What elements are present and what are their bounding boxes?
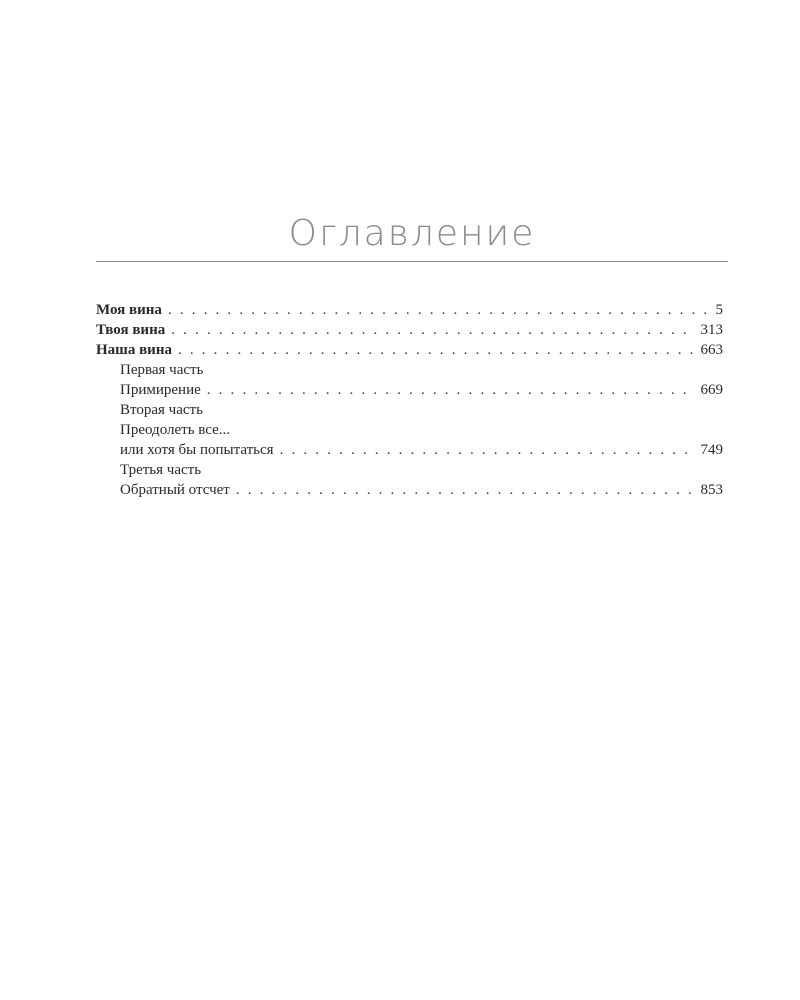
toc-entry-label: Первая часть <box>120 362 204 378</box>
toc-entry-label: Примирение <box>120 382 201 398</box>
page-title: Оглавление <box>288 213 536 254</box>
toc-entry-tvoya-vina <box>96 320 723 340</box>
title-divider <box>96 261 728 262</box>
toc-entry-part-two <box>96 400 723 420</box>
toc-entry-label: Моя вина <box>96 302 162 318</box>
toc-entry-label: или хотя бы попытаться <box>120 442 274 458</box>
dot-leader <box>236 480 695 500</box>
toc-entry-label: Вторая часть <box>120 402 203 418</box>
toc-entry-page: 749 <box>700 442 723 458</box>
dot-leader <box>178 340 695 360</box>
dot-leader <box>207 380 695 400</box>
toc-entry-nasha-vina <box>96 340 723 360</box>
dot-leader <box>171 320 694 340</box>
toc-entry-page: 669 <box>700 382 723 398</box>
dot-leader <box>280 440 695 460</box>
toc-entry-label: Твоя вина <box>96 322 166 338</box>
dot-leader <box>168 300 710 320</box>
toc-entry-part-one <box>96 360 723 380</box>
toc-entry-part-three <box>96 460 723 480</box>
toc-entry-label: Третья часть <box>120 462 202 478</box>
toc-entry-page: 5 <box>715 302 723 318</box>
toc-entry-label: Наша вина <box>96 342 172 358</box>
toc-entry-label: Преодолеть все... <box>120 422 231 438</box>
toc-entry-page: 663 <box>700 342 723 358</box>
toc-entry-preodolet <box>96 420 723 440</box>
toc-entry-label: Обратный отсчет <box>120 482 230 498</box>
table-of-contents <box>96 300 723 500</box>
toc-entry-moya-vina <box>96 300 723 320</box>
toc-entry-ili-hotya-by <box>96 440 723 460</box>
toc-entry-obratny-otschet <box>96 480 723 500</box>
toc-entry-page: 313 <box>700 322 723 338</box>
toc-entry-page: 853 <box>700 482 723 498</box>
toc-entry-primirenie <box>96 380 723 400</box>
